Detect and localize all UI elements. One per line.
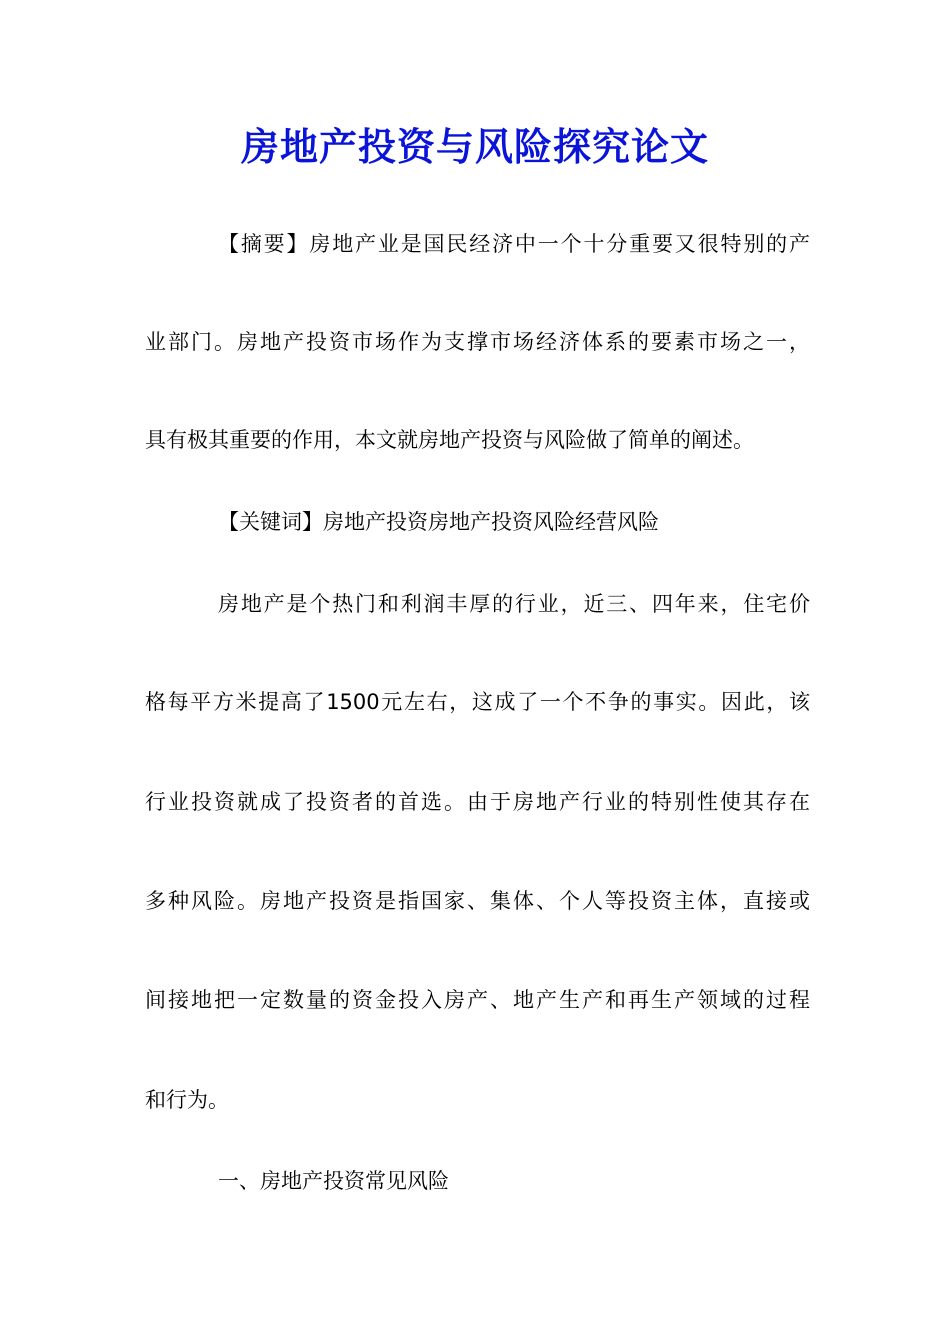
body-line: 格每平方米提高了1500元左右，这成了一个不争的事实。因此，该	[145, 690, 810, 714]
body-line: 房地产是个热门和利润丰厚的行业，近三、四年来，住宅价	[218, 592, 810, 616]
body-line: 间接地把一定数量的资金投入房产、地产生产和再生产领域的过程	[145, 988, 810, 1012]
body-line: 和行为。	[145, 1088, 229, 1112]
keywords-line: 【关键词】房地产投资房地产投资风险经营风险	[218, 510, 659, 534]
abstract-line: 业部门。房地产投资市场作为支撑市场经济体系的要素市场之一，	[145, 330, 810, 354]
document-title: 房地产投资与风险探究论文	[240, 124, 709, 169]
abstract-line: 具有极其重要的作用，本文就房地产投资与风险做了简单的阐述。	[145, 428, 754, 452]
body-line: 行业投资就成了投资者的首选。由于房地产行业的特别性使其存在	[145, 790, 810, 814]
section-heading: 一、房地产投资常见风险	[218, 1169, 449, 1193]
abstract-line: 【摘要】房地产业是国民经济中一个十分重要又很特别的产	[218, 232, 810, 256]
body-line: 多种风险。房地产投资是指国家、集体、个人等投资主体，直接或	[145, 889, 810, 913]
